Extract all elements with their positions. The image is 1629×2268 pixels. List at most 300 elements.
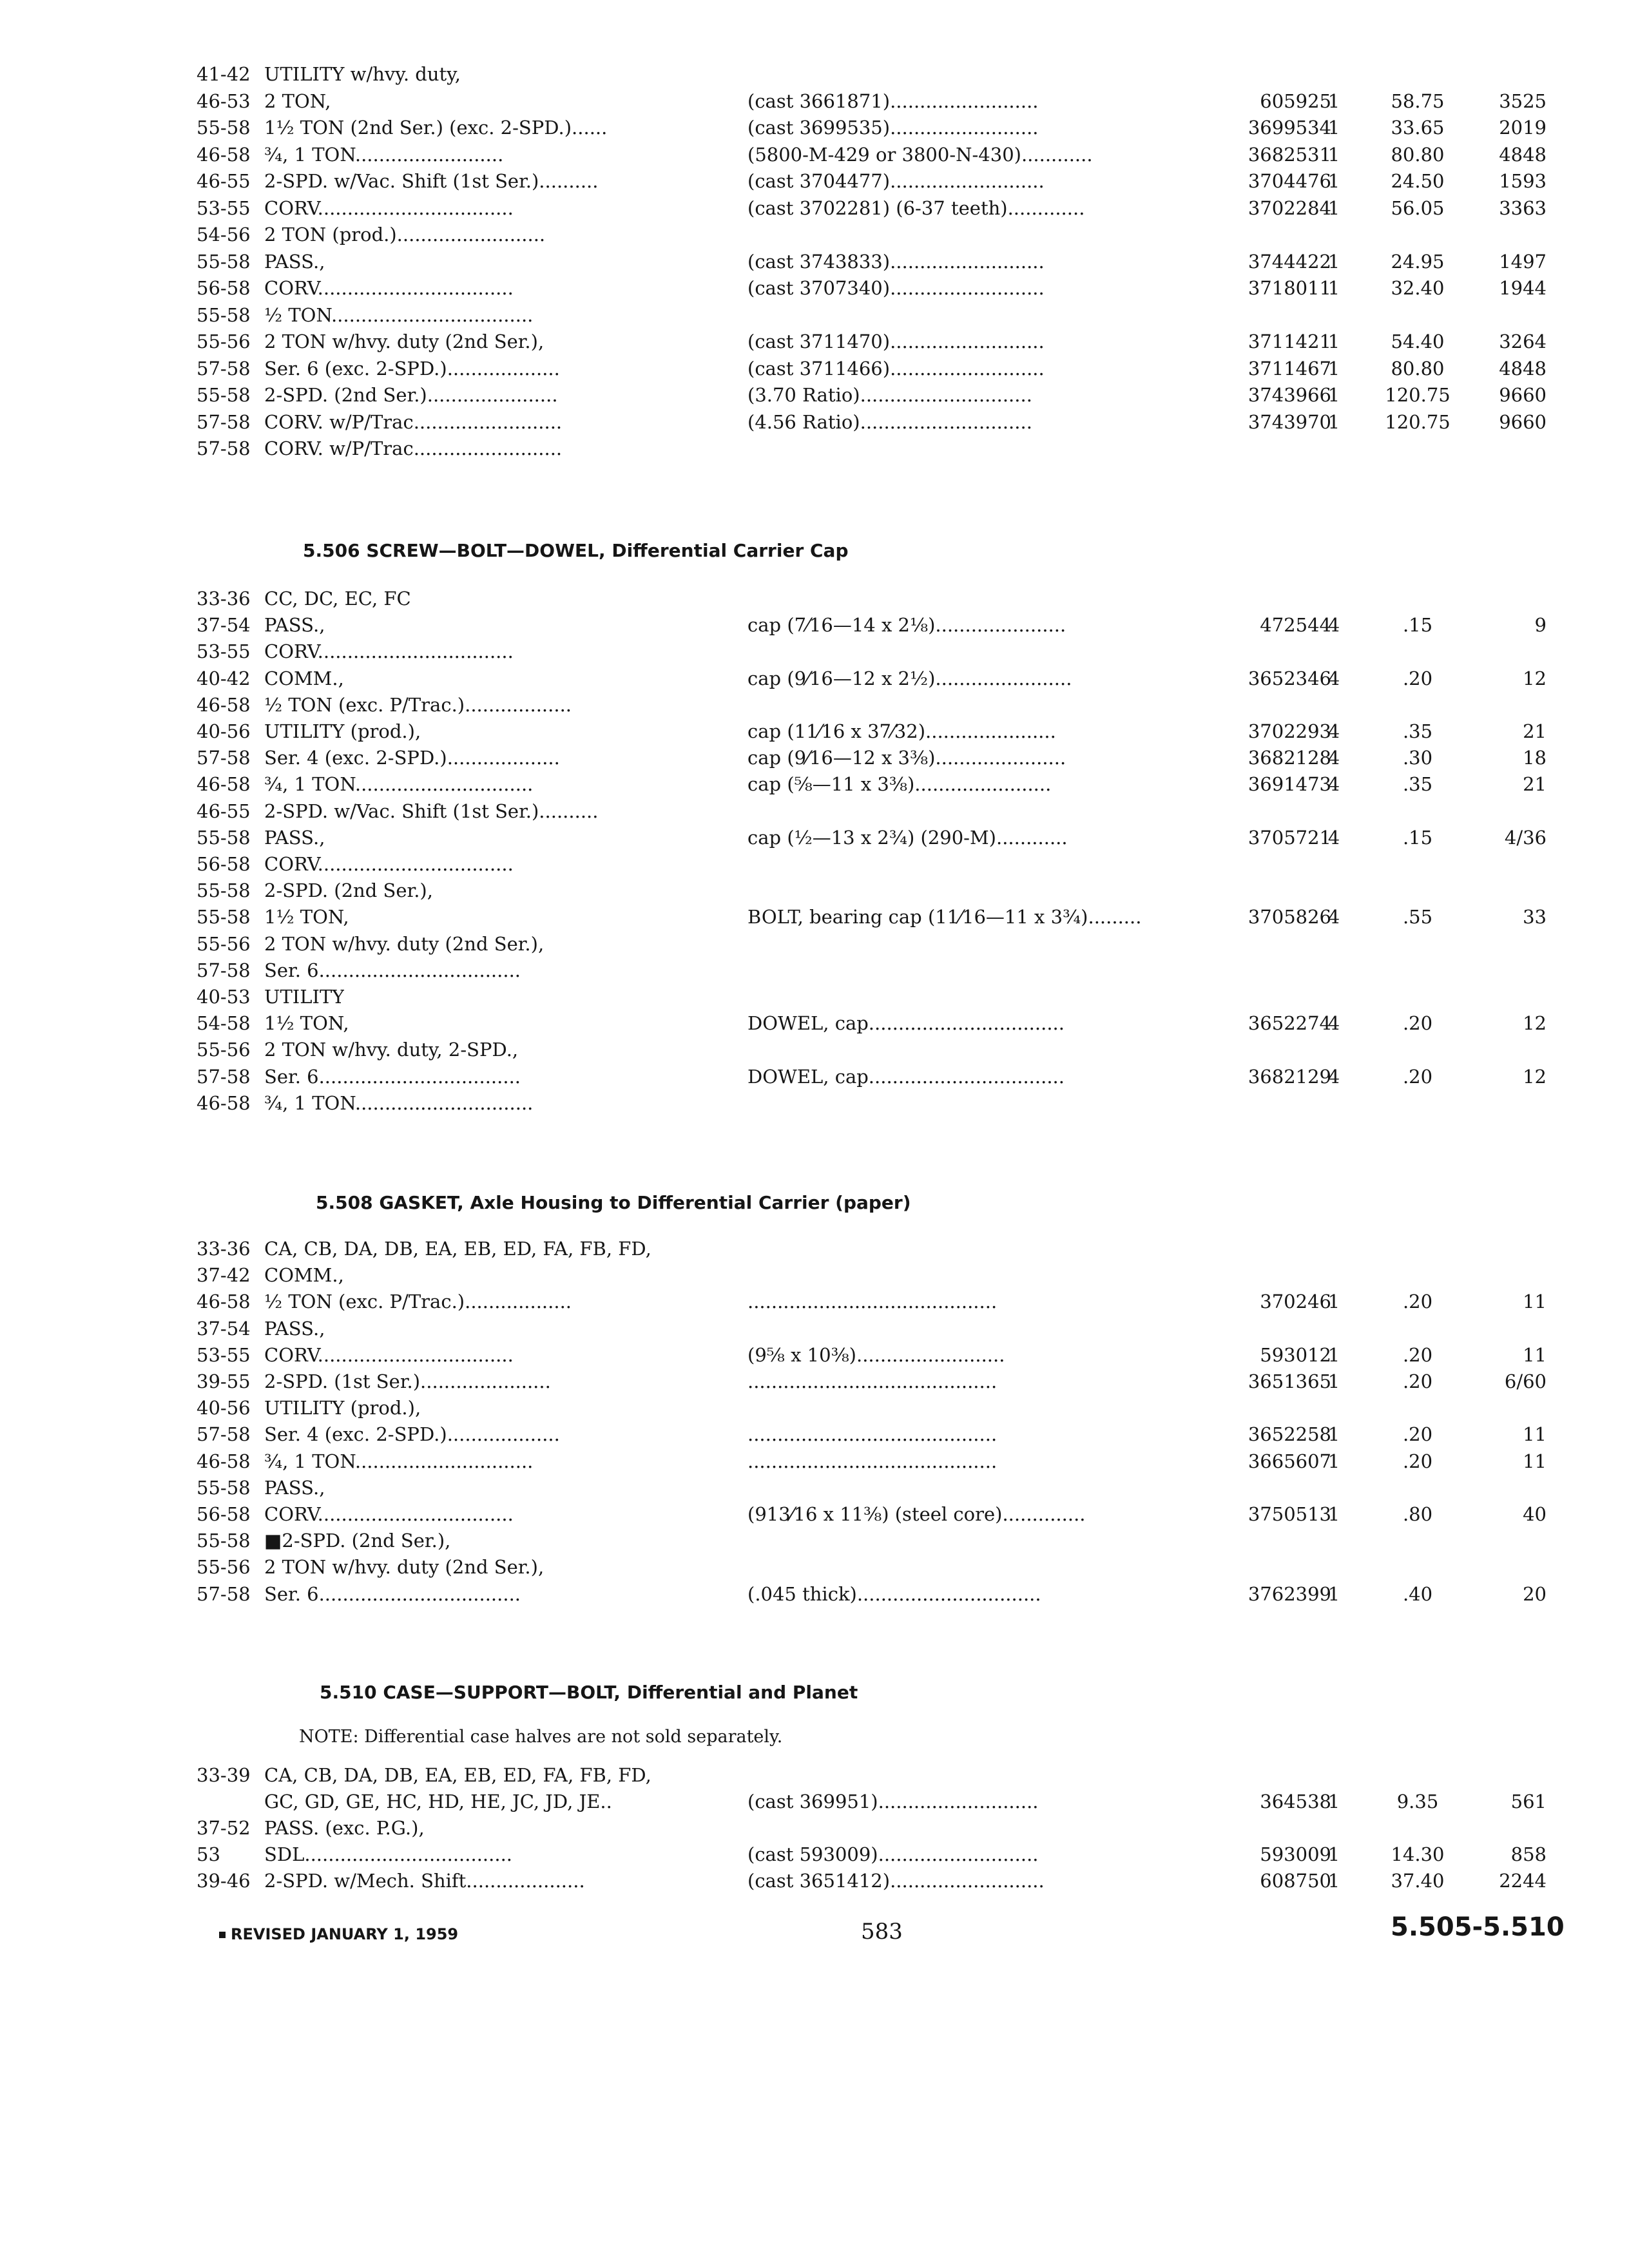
description: ..........................................: [747, 1291, 998, 1313]
application: SDL...................................: [264, 1843, 513, 1865]
part-number: 3665607: [1248, 1450, 1331, 1472]
year-range: 57-58: [197, 1423, 251, 1446]
total: 21: [1523, 720, 1547, 742]
part-number: 3743970: [1248, 410, 1331, 433]
application: CORV.................................: [264, 1343, 514, 1366]
description: (cast 3704477)..........................: [747, 170, 1045, 192]
year-range: 57-58: [197, 437, 251, 459]
application: 2-SPD. (1st Ser.)......................: [264, 1370, 551, 1392]
year-range: 57-58: [197, 747, 251, 769]
application: Ser. 6..................................: [264, 959, 521, 981]
part-number: 3682128: [1248, 747, 1331, 769]
table-row: [0, 771, 1629, 797]
total: 21: [1523, 773, 1547, 796]
table-row: [0, 957, 1629, 983]
application: ½ TON..................................: [264, 303, 534, 326]
application: Ser. 4 (exc. 2-SPD.)...................: [264, 747, 560, 769]
description: (.045 thick)...............................: [747, 1582, 1041, 1605]
table-row: [0, 904, 1629, 930]
year-range: 55-58: [197, 117, 251, 139]
table-row: [0, 249, 1629, 274]
year-range: 55-58: [197, 1476, 251, 1499]
quantity: 4: [1327, 747, 1340, 769]
price: 80.80: [1391, 357, 1445, 380]
description: (cast 593009)...........................: [747, 1843, 1039, 1865]
table-row: [0, 1262, 1629, 1288]
quantity: 1: [1327, 143, 1340, 166]
application: UTILITY w/hvy. duty,: [264, 63, 461, 85]
price: .20: [1402, 1450, 1433, 1472]
application: ■2-SPD. (2nd Ser.),: [264, 1530, 451, 1552]
table-row: [0, 1789, 1629, 1814]
quantity: 4: [1327, 614, 1340, 637]
total: 3525: [1499, 90, 1547, 112]
part-number: 3743966: [1248, 384, 1331, 406]
table-row: [0, 1289, 1629, 1314]
year-range: 53: [197, 1843, 220, 1865]
table-row: [0, 61, 1629, 87]
table-row: [0, 612, 1629, 638]
total: 858: [1510, 1843, 1547, 1865]
application: 2 TON w/hvy. duty (2nd Ser.),: [264, 932, 545, 955]
year-range: 46-58: [197, 693, 251, 716]
price: 54.40: [1391, 331, 1445, 352]
year-range: 40-53: [197, 986, 251, 1008]
application: CORV.................................: [264, 640, 514, 663]
price: 37.40: [1391, 1870, 1445, 1892]
application: 2-SPD. w/Vac. Shift (1st Ser.)..........: [264, 170, 599, 192]
description: cap (½—13 x 2¾) (290-M)............: [747, 826, 1068, 849]
table-row: [0, 1581, 1629, 1607]
part-number: 3750513: [1248, 1503, 1331, 1525]
price: .35: [1402, 720, 1433, 742]
table-row: [0, 356, 1629, 381]
price: 58.75: [1391, 90, 1445, 112]
quantity: 1: [1327, 277, 1340, 299]
part-number: 3711467: [1248, 357, 1331, 380]
part-number: 3711421: [1248, 331, 1331, 352]
application: UTILITY: [264, 986, 345, 1008]
table-row: [0, 275, 1629, 301]
part-number: 364538: [1260, 1791, 1331, 1812]
price: .20: [1402, 1370, 1433, 1392]
table-row: [0, 329, 1629, 354]
year-range: 55-56: [197, 1556, 251, 1579]
quantity: 1: [1327, 1870, 1340, 1892]
price: .20: [1402, 1012, 1433, 1035]
table-row: [0, 745, 1629, 771]
price: 33.65: [1391, 117, 1445, 139]
total: 9: [1534, 614, 1547, 637]
part-number: 3704476: [1248, 170, 1331, 192]
total: 12: [1523, 1065, 1547, 1088]
application: PASS. (exc. P.G.),: [264, 1817, 425, 1839]
part-number: 3682129: [1248, 1065, 1331, 1088]
quantity: 1: [1327, 1450, 1340, 1472]
quantity: 4: [1327, 773, 1340, 796]
part-number: 3702293: [1248, 720, 1331, 742]
year-range: 46-58: [197, 143, 251, 166]
table-row: [0, 1037, 1629, 1062]
table-row: [0, 931, 1629, 957]
application: COMM.,: [264, 667, 344, 689]
price: 120.75: [1385, 384, 1451, 406]
description: cap (11⁄16 x 37⁄32)......................: [747, 720, 1056, 742]
quantity: 4: [1327, 667, 1340, 689]
year-range: 55-56: [197, 932, 251, 955]
application: 2 TON w/hvy. duty (2nd Ser.),: [264, 1556, 545, 1579]
year-range: 56-58: [197, 1503, 251, 1525]
revision-marker-icon: [219, 1932, 226, 1938]
table-row: [0, 1421, 1629, 1447]
year-range: 57-58: [197, 357, 251, 380]
section-heading-5-506: 5.506 SCREW—BOLT—DOWEL, Differential Carrier Cap: [303, 540, 849, 561]
total: 2244: [1499, 1870, 1547, 1892]
total: 11: [1523, 1450, 1547, 1472]
table-row: [0, 1554, 1629, 1580]
application: 1½ TON (2nd Ser.) (exc. 2-SPD.)......: [264, 117, 608, 139]
part-number: 3652346: [1248, 667, 1331, 689]
table-row: [0, 1064, 1629, 1090]
application: CORV. w/P/Trac.........................: [264, 410, 563, 433]
year-range: 39-55: [197, 1370, 251, 1392]
quantity: 1: [1327, 357, 1340, 380]
table-row: [0, 302, 1629, 328]
application: CC, DC, EC, FC: [264, 588, 411, 610]
application: CA, CB, DA, DB, EA, EB, ED, FA, FB, FD,: [264, 1764, 651, 1786]
description: (9⅝ x 10⅜).........................: [747, 1343, 1005, 1366]
total: 6/60: [1504, 1370, 1547, 1392]
year-range: 56-58: [197, 853, 251, 875]
table-row: [0, 984, 1629, 1010]
description: (4.56 Ratio).............................: [747, 410, 1032, 433]
quantity: 1: [1327, 90, 1340, 112]
application: PASS.,: [264, 1317, 325, 1340]
year-range: 46-55: [197, 170, 251, 192]
year-range: 46-53: [197, 90, 251, 112]
price: .20: [1402, 667, 1433, 689]
table-row: [0, 195, 1629, 221]
year-range: 33-36: [197, 588, 251, 610]
table-row: [0, 1090, 1629, 1116]
application: UTILITY (prod.),: [264, 720, 421, 742]
quantity: 1: [1327, 197, 1340, 219]
revision-date-text: REVISED JANUARY 1, 1959: [231, 1925, 459, 1943]
application: Ser. 6..................................: [264, 1065, 521, 1088]
year-range: 55-56: [197, 1039, 251, 1061]
year-range: 57-58: [197, 1582, 251, 1605]
page-number: 583: [861, 1919, 903, 1945]
table-row: [0, 1815, 1629, 1841]
year-range: 37-52: [197, 1817, 251, 1839]
price: .40: [1402, 1582, 1433, 1605]
price: 9.35: [1396, 1791, 1439, 1812]
year-range: 33-39: [197, 1764, 251, 1786]
quantity: 1: [1327, 1503, 1340, 1525]
price: .80: [1402, 1503, 1433, 1525]
table-row: [0, 1475, 1629, 1501]
description: (cast 369951)...........................: [747, 1791, 1039, 1812]
section-heading-5-510: 5.510 CASE—SUPPORT—BOLT, Differential and Planet: [320, 1682, 858, 1703]
description: DOWEL, cap.................................: [747, 1012, 1065, 1035]
total: 4/36: [1504, 826, 1547, 849]
description: (913⁄16 x 11⅜) (steel core)..............: [747, 1503, 1086, 1525]
year-range: 55-58: [197, 250, 251, 273]
total: 2019: [1499, 117, 1547, 139]
year-range: 55-58: [197, 1530, 251, 1552]
application: 2-SPD. w/Vac. Shift (1st Ser.)..........: [264, 800, 599, 822]
year-range: 56-58: [197, 277, 251, 299]
application: 1½ TON,: [264, 1012, 349, 1035]
total: 33: [1523, 906, 1547, 928]
quantity: 1: [1327, 1843, 1340, 1865]
quantity: 1: [1327, 1291, 1340, 1313]
total: 1593: [1499, 170, 1547, 192]
price: .20: [1402, 1343, 1433, 1366]
application: PASS.,: [264, 826, 325, 849]
part-number: 3691473: [1248, 773, 1331, 796]
description: (3.70 Ratio).............................: [747, 384, 1032, 406]
application: Ser. 6..................................: [264, 1582, 521, 1605]
price: 32.40: [1391, 277, 1445, 299]
year-range: 40-42: [197, 667, 251, 689]
total: 1944: [1499, 277, 1547, 299]
year-range: 46-55: [197, 800, 251, 822]
year-range: 55-58: [197, 879, 251, 902]
table-row: [0, 798, 1629, 824]
quantity: 1: [1327, 170, 1340, 192]
application: UTILITY (prod.),: [264, 1397, 421, 1419]
application: Ser. 6 (exc. 2-SPD.)...................: [264, 357, 560, 380]
table-row: [0, 586, 1629, 611]
quantity: 4: [1327, 720, 1340, 742]
table-row: [0, 1528, 1629, 1553]
year-range: 37-54: [197, 1317, 251, 1340]
table-row: [0, 1762, 1629, 1788]
quantity: 1: [1327, 1582, 1340, 1605]
application: 2 TON (prod.).........................: [264, 224, 546, 245]
application: 2 TON w/hvy. duty, 2-SPD.,: [264, 1039, 519, 1061]
revision-date: [219, 1925, 458, 1943]
table-row: [0, 1448, 1629, 1474]
application: CORV.................................: [264, 277, 514, 299]
part-number: 3699534: [1248, 117, 1331, 139]
table-row: [0, 1841, 1629, 1867]
quantity: 4: [1327, 1065, 1340, 1088]
year-range: 55-58: [197, 826, 251, 849]
application: ¾, 1 TON..............................: [264, 1450, 534, 1472]
description: ..........................................: [747, 1450, 998, 1472]
quantity: 1: [1327, 1423, 1340, 1446]
table-row: [0, 115, 1629, 140]
part-number: 3762399: [1248, 1582, 1331, 1605]
price: .20: [1402, 1423, 1433, 1446]
quantity: 1: [1327, 117, 1340, 139]
description: (cast 3651412)..........................: [747, 1870, 1045, 1892]
quantity: 1: [1327, 250, 1340, 273]
application: CORV.................................: [264, 853, 514, 875]
table-row: [0, 718, 1629, 744]
section-heading-5-508: 5.508 GASKET, Axle Housing to Differential Carrier (paper): [316, 1192, 911, 1213]
year-range: 53-55: [197, 1343, 251, 1366]
part-number: 3705721: [1248, 826, 1331, 849]
price: .55: [1402, 906, 1433, 928]
application: CORV.................................: [264, 1503, 514, 1525]
description: DOWEL, cap.................................: [747, 1065, 1065, 1088]
year-range: 55-58: [197, 303, 251, 326]
table-row: [0, 1316, 1629, 1341]
table-row: [0, 382, 1629, 408]
application: CORV. w/P/Trac.........................: [264, 437, 563, 459]
table-row: [0, 1395, 1629, 1421]
application: ¾, 1 TON.........................: [264, 143, 504, 166]
price: .15: [1402, 826, 1433, 849]
quantity: 1: [1327, 331, 1340, 352]
application: 2 TON w/hvy. duty (2nd Ser.),: [264, 331, 545, 352]
quantity: 4: [1327, 906, 1340, 928]
total: 40: [1523, 1503, 1547, 1525]
table-row: [0, 168, 1629, 194]
table-row: [0, 878, 1629, 903]
application: ¾, 1 TON..............................: [264, 773, 534, 796]
year-range: 40-56: [197, 1397, 251, 1419]
table-row: [0, 666, 1629, 691]
table-row: [0, 88, 1629, 114]
table-row: [0, 222, 1629, 247]
part-number: 3651365: [1248, 1370, 1331, 1392]
price: .15: [1402, 614, 1433, 637]
year-range: 55-56: [197, 331, 251, 352]
description: (cast 3743833)..........................: [747, 250, 1045, 273]
price: .20: [1402, 1065, 1433, 1088]
description: ..........................................: [747, 1370, 998, 1392]
part-number: 3652274: [1248, 1012, 1331, 1035]
price: 24.95: [1391, 250, 1445, 273]
description: (cast 3711470)..........................: [747, 331, 1045, 352]
application: 1½ TON,: [264, 906, 349, 928]
total: 1497: [1499, 250, 1547, 273]
price: 24.50: [1391, 170, 1445, 192]
description: (5800-M-429 or 3800-N-430)............: [747, 143, 1093, 166]
year-range: 54-58: [197, 1012, 251, 1035]
price: .30: [1402, 747, 1433, 769]
application: 2 TON,: [264, 90, 331, 112]
quantity: 1: [1327, 1791, 1340, 1812]
total: 9660: [1499, 410, 1547, 433]
table-row: [0, 639, 1629, 664]
description: cap (9⁄16—12 x 2½).......................: [747, 667, 1072, 689]
quantity: 1: [1327, 1343, 1340, 1366]
year-range: 55-58: [197, 384, 251, 406]
part-number: 3702284: [1248, 197, 1331, 219]
total: 11: [1523, 1291, 1547, 1313]
total: 561: [1510, 1791, 1547, 1812]
year-range: 55-58: [197, 906, 251, 928]
price: 56.05: [1391, 197, 1445, 219]
application: PASS.,: [264, 250, 325, 273]
part-number: 3705826: [1248, 906, 1331, 928]
year-range: 41-42: [197, 63, 251, 85]
table-row: [0, 1369, 1629, 1394]
quantity: 1: [1327, 1370, 1340, 1392]
year-range: 37-54: [197, 614, 251, 637]
part-number: 3682531: [1248, 143, 1331, 166]
quantity: 1: [1327, 384, 1340, 406]
year-range: 33-36: [197, 1238, 251, 1260]
price: .20: [1402, 1291, 1433, 1313]
table-row: [0, 1236, 1629, 1262]
year-range: 46-58: [197, 1091, 251, 1114]
description: (cast 3702281) (6-37 teeth).............: [747, 197, 1085, 219]
part-number: 3744422: [1248, 250, 1331, 273]
application: PASS.,: [264, 1476, 325, 1499]
part-number: 605925: [1260, 90, 1331, 112]
year-range: 46-58: [197, 773, 251, 796]
total: 11: [1523, 1423, 1547, 1446]
application: 2-SPD. (2nd Ser.),: [264, 879, 433, 902]
year-range: 57-58: [197, 410, 251, 433]
total: 3264: [1499, 331, 1547, 352]
total: 9660: [1499, 384, 1547, 406]
year-range: 54-56: [197, 224, 251, 245]
price: .35: [1402, 773, 1433, 796]
year-range: 57-58: [197, 1065, 251, 1088]
application: PASS.,: [264, 614, 325, 637]
description: cap (⅝—11 x 3⅜).......................: [747, 773, 1052, 796]
total: 11: [1523, 1343, 1547, 1366]
part-number: 593009: [1260, 1843, 1331, 1865]
quantity: 4: [1327, 1012, 1340, 1035]
description: ..........................................: [747, 1423, 998, 1446]
price: 80.80: [1391, 143, 1445, 166]
table-row: [0, 1501, 1629, 1527]
total: 4848: [1499, 143, 1547, 166]
part-number: 370246: [1260, 1291, 1331, 1313]
description: (cast 3707340)..........................: [747, 277, 1045, 299]
application: COMM.,: [264, 1264, 344, 1287]
description: cap (9⁄16—12 x 3⅜)......................: [747, 747, 1066, 769]
total: 12: [1523, 1012, 1547, 1035]
total: 12: [1523, 667, 1547, 689]
total: 4848: [1499, 357, 1547, 380]
total: 3363: [1499, 197, 1547, 219]
application: Ser. 4 (exc. 2-SPD.)...................: [264, 1423, 560, 1446]
year-range: 46-58: [197, 1450, 251, 1472]
year-range: 37-42: [197, 1264, 251, 1287]
table-row: [0, 142, 1629, 168]
description: (cast 3661871).........................: [747, 90, 1039, 112]
description: BOLT, bearing cap (11⁄16—11 x 3¾).........: [747, 906, 1142, 928]
table-row: [0, 1010, 1629, 1036]
table-row: [0, 851, 1629, 877]
table-row: [0, 825, 1629, 850]
application: 2-SPD. w/Mech. Shift....................: [264, 1870, 585, 1892]
table-row: [0, 1868, 1629, 1894]
application: ½ TON (exc. P/Trac.)..................: [264, 1291, 572, 1313]
year-range: 53-55: [197, 197, 251, 219]
part-number: 3652258: [1248, 1423, 1331, 1446]
quantity: 1: [1327, 410, 1340, 433]
table-row: [0, 436, 1629, 461]
total: 18: [1523, 747, 1547, 769]
description: (cast 3711466)..........................: [747, 357, 1045, 380]
description: cap (7⁄16—14 x 2⅛)......................: [747, 614, 1066, 637]
application: CORV.................................: [264, 197, 514, 219]
application: ½ TON (exc. P/Trac.)..................: [264, 693, 572, 716]
section-range: 5.505-5.510: [1391, 1912, 1565, 1942]
application: 2-SPD. (2nd Ser.)......................: [264, 384, 558, 406]
year-range: 57-58: [197, 959, 251, 981]
